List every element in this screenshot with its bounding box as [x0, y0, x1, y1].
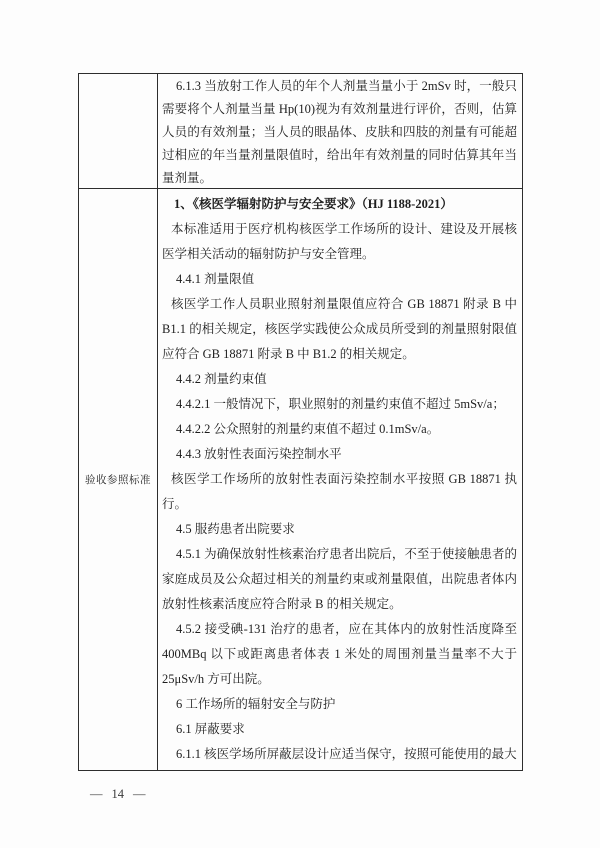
table-row	[79, 188, 522, 770]
row-content-cell	[158, 74, 522, 188]
doc-paragraph: 核医学工作场所的放射性表面污染控制水平按照 GB 18871 执行。	[162, 472, 517, 511]
table-row	[79, 74, 522, 188]
doc-paragraph: 4.4.3 放射性表面污染控制水平	[176, 447, 342, 461]
doc-paragraph: 6.1.1 核医学场所屏蔽层设计应适当保守，按照可能使用的最大	[176, 747, 517, 761]
doc-paragraph: 4.5 服药患者出院要求	[176, 522, 295, 536]
page-number	[90, 787, 146, 802]
row-label-cell-empty	[79, 74, 158, 188]
doc-paragraph: 4.4.2.2 公众照射的剂量约束值不超过 0.1mSv/a。	[176, 422, 440, 436]
page-number-dash-right: —	[133, 787, 146, 801]
doc-paragraph: 6.1.3 当放射工作人员的年个人剂量当量小于 2mSv 时，一般只需要将个人剂量当量 Hp(10)视为有效剂量进行评价，否则，估算人员的有效剂量；当人员的眼晶体、皮肤和四肢的剂量有可能超过相应的年当量剂量限值时，给出年有效剂量的同时估算其年当量剂量。	[162, 79, 517, 185]
standard-title-heading: 1、《核医学辐射防护与安全要求》（HJ 1188-2021）	[174, 197, 453, 211]
doc-paragraph: 6 工作场所的辐射安全与防护	[176, 697, 336, 711]
row-content-cell	[158, 189, 522, 770]
standards-table	[78, 73, 523, 771]
doc-paragraph: 6.1 屏蔽要求	[176, 722, 245, 736]
doc-paragraph: 4.4.2 剂量约束值	[176, 372, 267, 386]
doc-paragraph: 4.4.1 剂量限值	[176, 272, 255, 286]
doc-paragraph: 4.5.1 为确保放射性核素治疗患者出院后，不至于使接触患者的家庭成员及公众超过相关的剂量约束或剂量限值，出院患者体内放射性核素活度应符合附录 B 的相关规定。	[162, 547, 517, 611]
row-label-acceptance-standards: 验收参照标准	[79, 189, 158, 770]
doc-paragraph: 核医学工作人员职业照射剂量限值应符合 GB 18871 附录 B 中 B1.1 的相关规定，核医学实践使公众成员所受到的剂量照射限值应符合 GB 18871 附录 B 中 B1.2 的相关规定。	[162, 297, 517, 361]
doc-paragraph: 4.5.2 接受碘-131 治疗的患者，应在其体内的放射性活度降至 400MBq 以下或距离患者体表 1 米处的周围剂量当量率不大于 25μSv/h 方可出院。	[162, 622, 517, 686]
page-number-value: 14	[111, 787, 124, 801]
doc-paragraph: 4.4.2.1 一般情况下，职业照射的剂量约束值不超过 5mSv/a；	[176, 397, 505, 411]
page-number-dash-left: —	[90, 787, 103, 801]
doc-paragraph: 本标准适用于医疗机构核医学工作场所的设计、建设及开展核医学相关活动的辐射防护与安全管理。	[162, 222, 517, 261]
